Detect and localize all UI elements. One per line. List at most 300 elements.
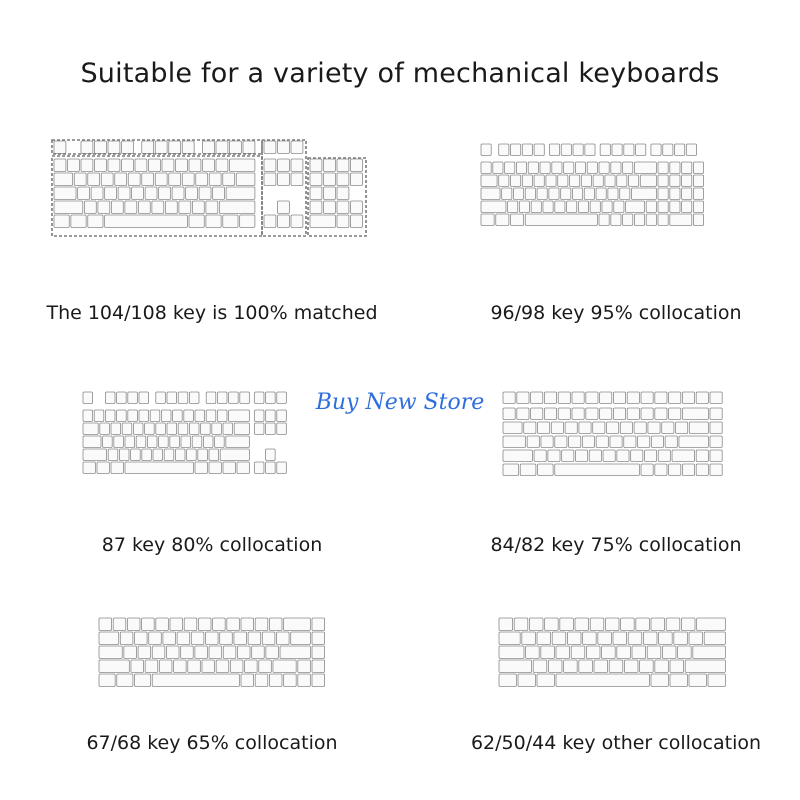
keycap (613, 408, 625, 419)
keycap (245, 660, 258, 672)
keycap (564, 162, 574, 173)
keycap (549, 188, 559, 199)
keycap (152, 201, 164, 213)
keycap (117, 392, 127, 403)
keycap (584, 188, 594, 199)
keycap (219, 201, 255, 213)
keycap (128, 410, 138, 421)
keycap (195, 462, 207, 473)
keycap (579, 422, 591, 433)
keycap (139, 410, 149, 421)
keycap (571, 646, 585, 658)
caption-96: 96/98 key 95% collocation (490, 302, 742, 324)
keycap (117, 674, 133, 686)
keycap (662, 646, 676, 658)
keycap (255, 674, 268, 686)
keycap (217, 410, 227, 421)
keycap (508, 201, 518, 212)
keycap (181, 436, 191, 447)
keycap (124, 646, 137, 658)
keycap (658, 450, 670, 461)
keycap (669, 408, 681, 419)
keycap (138, 646, 151, 658)
keycap (710, 436, 722, 447)
keycap (162, 159, 174, 171)
keycap (655, 464, 667, 475)
keycap (531, 392, 543, 403)
keycap (105, 215, 188, 227)
keycap (278, 201, 290, 213)
keycap (337, 173, 349, 185)
keycap (589, 450, 601, 461)
keycap (264, 173, 276, 185)
keycap (658, 175, 668, 186)
keycap (537, 188, 547, 199)
keycap (136, 436, 146, 447)
keycap (153, 449, 163, 460)
keycap (184, 618, 197, 630)
keycap (99, 632, 119, 644)
keycap (646, 214, 656, 225)
keycap (201, 423, 211, 434)
keycap (503, 422, 522, 433)
keycap (499, 632, 520, 644)
keycap (537, 674, 554, 686)
keycap (291, 632, 311, 644)
keycap (600, 392, 612, 403)
keycap (627, 392, 639, 403)
keycap (145, 423, 155, 434)
keycap (631, 450, 643, 461)
keycap (198, 618, 211, 630)
keycap (120, 632, 133, 644)
keycap (555, 201, 565, 212)
keycap (572, 408, 584, 419)
keycap (195, 646, 208, 658)
keycap (138, 201, 150, 213)
keycap (202, 660, 215, 672)
keycap (641, 392, 653, 403)
keycap (647, 646, 661, 658)
keycap (602, 201, 612, 212)
keycap (226, 436, 250, 447)
keycap (675, 144, 685, 155)
keycap (636, 144, 646, 155)
keycap (114, 436, 124, 447)
keycap (84, 201, 96, 213)
keycap (213, 618, 226, 630)
keycap (278, 215, 290, 227)
keycap (543, 201, 553, 212)
keycap (324, 201, 336, 213)
keycap (156, 392, 166, 403)
keycap (266, 423, 276, 434)
keycap (213, 187, 225, 199)
keycap (503, 436, 526, 447)
keycap (556, 646, 570, 658)
keycap (613, 392, 625, 403)
keycap (291, 141, 303, 153)
keycap (117, 410, 127, 421)
keycap (198, 449, 208, 460)
keycap (83, 449, 107, 460)
keycap (544, 408, 556, 419)
keycap (628, 632, 642, 644)
keycap (266, 410, 276, 421)
keycap (555, 436, 567, 447)
keycap (626, 201, 645, 212)
keycap (277, 392, 287, 403)
keycap (223, 462, 235, 473)
keycap (278, 159, 290, 171)
keycap (666, 618, 680, 630)
keycap (670, 162, 680, 173)
keycap (220, 449, 249, 460)
keycap (264, 159, 276, 171)
keycap (693, 201, 703, 212)
keycap (511, 214, 524, 225)
keycap (209, 646, 222, 658)
keycap (284, 618, 311, 630)
keycap (312, 618, 325, 630)
keycap (693, 175, 703, 186)
keycap (159, 660, 172, 672)
keycap (572, 392, 584, 403)
keycap (95, 159, 107, 171)
keycap (229, 410, 250, 421)
keycap (99, 618, 112, 630)
keycap (54, 173, 73, 185)
keycap (252, 646, 265, 658)
keycap (655, 660, 669, 672)
keycap (184, 410, 194, 421)
keycap (220, 632, 233, 644)
keycap (240, 392, 250, 403)
keycap (243, 141, 255, 153)
keycap (651, 436, 663, 447)
keycap (499, 646, 524, 658)
keycap (602, 646, 616, 658)
keycap (142, 141, 154, 153)
keycap (145, 187, 157, 199)
keycap (88, 173, 100, 185)
keycap (587, 162, 597, 173)
keycap (599, 162, 609, 173)
keycap (188, 660, 201, 672)
keycap (538, 422, 550, 433)
keycap (278, 173, 290, 185)
keycap (156, 423, 166, 434)
keycap (531, 201, 541, 212)
keycap (101, 173, 113, 185)
keycap (629, 175, 639, 186)
keyboard-84-image (500, 388, 728, 484)
keycap (556, 674, 649, 686)
keycap (248, 632, 261, 644)
keycap (663, 144, 673, 155)
keycap (610, 436, 622, 447)
keycap (631, 188, 656, 199)
keycap (594, 660, 608, 672)
keycap (537, 632, 551, 644)
keycap (499, 144, 509, 155)
keycap (611, 214, 621, 225)
keycap (230, 159, 255, 171)
keycap (236, 173, 255, 185)
keycap (189, 423, 199, 434)
keycap (310, 159, 322, 171)
keycap (54, 159, 66, 171)
keycap (682, 408, 708, 419)
keycap (558, 408, 570, 419)
caption-62: 62/50/44 key other collocation (470, 732, 762, 754)
keycap (689, 674, 706, 686)
keycap (593, 422, 605, 433)
keycap (611, 162, 621, 173)
keycap (499, 660, 532, 672)
keycap (310, 173, 322, 185)
keycap (312, 646, 325, 658)
keycap (538, 464, 554, 475)
keycap (241, 674, 254, 686)
keycap (586, 646, 600, 658)
keycap (277, 423, 287, 434)
keycap (95, 141, 107, 153)
keycap (230, 141, 242, 153)
keycap (682, 175, 692, 186)
keycap (97, 462, 109, 473)
keycap (572, 188, 582, 199)
keycap (552, 632, 566, 644)
keycap (223, 215, 238, 227)
keycap (223, 423, 233, 434)
keycap (135, 159, 147, 171)
keycap (481, 175, 497, 186)
keycap (531, 408, 543, 419)
keycap (632, 646, 646, 658)
keycap (651, 674, 668, 686)
keycap (533, 660, 547, 672)
keycap (83, 392, 93, 403)
keycap (517, 392, 529, 403)
keycap (178, 423, 188, 434)
keycap (324, 159, 336, 171)
keycap (324, 187, 336, 199)
keycap (203, 159, 215, 171)
keycap (179, 201, 191, 213)
keycap (600, 408, 612, 419)
keycap (670, 201, 680, 212)
keycap (83, 423, 98, 434)
keycap (159, 187, 171, 199)
keycap (503, 408, 515, 419)
keycap (693, 162, 703, 173)
keycap (226, 187, 255, 199)
keycap (586, 392, 598, 403)
keycap (100, 423, 110, 434)
keycap (590, 201, 600, 212)
keycap (518, 674, 535, 686)
keycap (170, 618, 183, 630)
keycap (696, 464, 708, 475)
keycap (152, 646, 165, 658)
keycap (567, 632, 581, 644)
keyboard-104-image (48, 136, 370, 240)
keycap (145, 660, 158, 672)
keycap (230, 660, 243, 672)
keycap (609, 660, 623, 672)
keycap (670, 214, 692, 225)
keycap (237, 646, 250, 658)
keycap (511, 175, 521, 186)
keycap (269, 674, 282, 686)
keycap (223, 173, 235, 185)
keycap (696, 450, 708, 461)
keycap (503, 464, 519, 475)
keycap (710, 464, 722, 475)
keycap (620, 188, 630, 199)
keycap (155, 141, 167, 153)
keycap (676, 422, 688, 433)
keycap (216, 159, 228, 171)
keycap (291, 173, 303, 185)
keycap (624, 660, 638, 672)
keycap (88, 215, 103, 227)
keycap (83, 410, 93, 421)
keycap (175, 449, 185, 460)
keycap (546, 175, 556, 186)
keycap (74, 173, 86, 185)
keycap (529, 618, 543, 630)
keycap (269, 618, 282, 630)
keycap (583, 632, 597, 644)
keycap (541, 436, 553, 447)
keycap (655, 408, 667, 419)
keycap (105, 392, 115, 403)
keycap (481, 162, 491, 173)
keycap (555, 464, 640, 475)
keycap (682, 162, 692, 173)
keycap (119, 449, 129, 460)
keycap (189, 392, 199, 403)
keycap (337, 187, 349, 199)
keycap (503, 392, 515, 403)
keycap (108, 159, 120, 171)
keycap (710, 392, 722, 403)
keycap (262, 632, 275, 644)
keycap (189, 159, 201, 171)
keycap (526, 646, 540, 658)
keycap (481, 188, 500, 199)
keycap (111, 423, 121, 434)
keycap (216, 660, 229, 672)
caption-87: 87 key 80% collocation (101, 534, 323, 556)
keycap (131, 660, 144, 672)
keycap (223, 646, 236, 658)
keycap (549, 144, 559, 155)
keycap (254, 410, 264, 421)
keycap (658, 214, 668, 225)
keycap (686, 144, 696, 155)
keycap (548, 450, 560, 461)
keycap (704, 632, 725, 644)
keycap (600, 144, 610, 155)
keycap (502, 188, 512, 199)
keycap (636, 618, 650, 630)
keycap (135, 674, 151, 686)
keycap (679, 436, 708, 447)
keycap (607, 422, 619, 433)
keycap (176, 159, 188, 171)
keycap (312, 660, 325, 672)
keycap (351, 159, 363, 171)
keycap (161, 410, 171, 421)
keycap (337, 159, 349, 171)
keycap (674, 632, 688, 644)
keycap (682, 201, 692, 212)
keycap (186, 187, 198, 199)
keycap (522, 144, 532, 155)
keycap (561, 144, 571, 155)
keycap (627, 408, 639, 419)
keycap (152, 674, 239, 686)
keycap (192, 201, 204, 213)
keycap (174, 660, 187, 672)
keycap (634, 214, 644, 225)
keycap (527, 436, 539, 447)
keycap (655, 392, 667, 403)
keycap (111, 201, 123, 213)
keycap (511, 144, 521, 155)
keycap (209, 173, 221, 185)
keycap (578, 201, 588, 212)
keycap (209, 449, 219, 460)
keycap (525, 188, 535, 199)
keycap (505, 162, 515, 173)
keycap (570, 175, 580, 186)
keycap (693, 646, 726, 658)
keycap (142, 173, 154, 185)
keycap (561, 188, 571, 199)
caption-84: 84/82 key 75% collocation (490, 534, 742, 556)
keycap (582, 436, 594, 447)
keycap (658, 188, 668, 199)
keycap (284, 674, 297, 686)
keycap (266, 646, 279, 658)
keycap (83, 462, 95, 473)
keycap (710, 408, 722, 419)
keycap (191, 632, 204, 644)
keycap (596, 436, 608, 447)
keycap (172, 187, 184, 199)
keycap (697, 618, 726, 630)
keycap (493, 162, 503, 173)
keycap (310, 215, 335, 227)
keycap (181, 646, 194, 658)
keycap (499, 175, 509, 186)
keycap (499, 618, 513, 630)
keycap (164, 449, 174, 460)
keycap (206, 410, 216, 421)
keycap (259, 660, 272, 672)
keycap (693, 214, 703, 225)
keycap (83, 436, 101, 447)
keycap (139, 392, 149, 403)
keycap (105, 410, 115, 421)
keycap (147, 436, 157, 447)
keycap (165, 201, 177, 213)
keycap (278, 141, 290, 153)
